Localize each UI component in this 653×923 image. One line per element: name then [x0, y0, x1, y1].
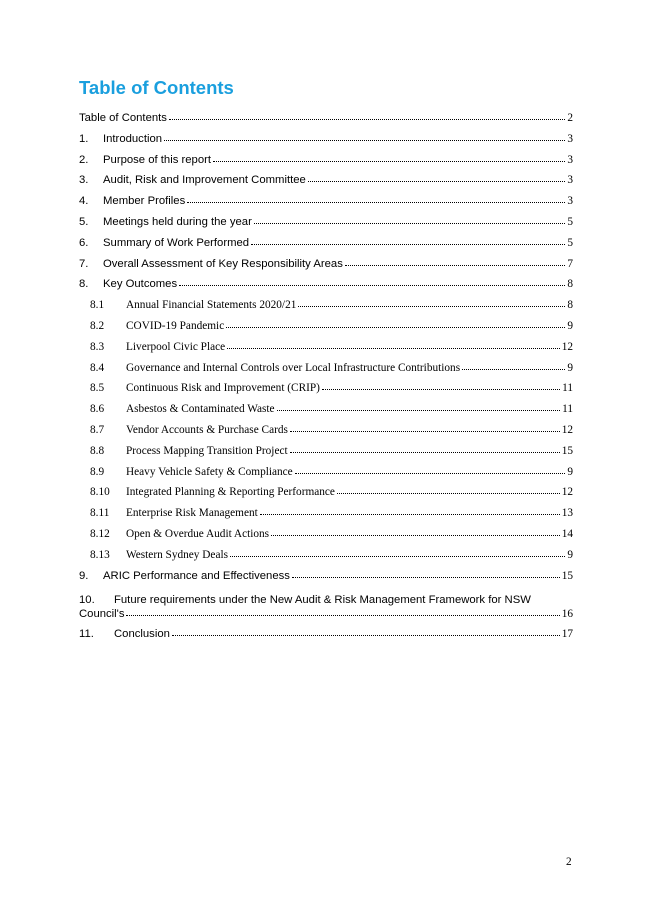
- toc-entry[interactable]: [79, 195, 573, 216]
- toc-entry-label: Conclusion: [114, 628, 170, 641]
- toc-entry[interactable]: [79, 570, 573, 591]
- toc-entry[interactable]: [79, 445, 573, 466]
- toc-entry-page: 14: [561, 527, 573, 540]
- toc-entry[interactable]: [79, 112, 573, 133]
- page-number: 2: [566, 856, 572, 868]
- toc-entry-number: 8.: [79, 278, 89, 291]
- toc-entry-label: Introduction: [103, 132, 163, 145]
- toc-entry-page: 3: [567, 174, 573, 187]
- toc-entry-label: Purpose of this report: [103, 153, 212, 166]
- toc-entry[interactable]: [79, 549, 573, 570]
- toc-entry[interactable]: [79, 466, 573, 487]
- toc-entry-number: 8.13: [90, 548, 110, 561]
- toc-entry-label: Member Profiles: [103, 195, 186, 208]
- toc-entry[interactable]: [79, 299, 573, 320]
- toc-dot-leader: [187, 201, 565, 203]
- toc-entry-number: 1.: [79, 132, 89, 145]
- toc-entry-page: 2: [567, 112, 573, 124]
- toc-entry-number: 3.: [79, 174, 89, 187]
- toc-dot-leader: [290, 451, 560, 453]
- toc-dot-leader: [295, 472, 566, 474]
- toc-entry[interactable]: [79, 382, 573, 403]
- toc-dot-leader: [227, 347, 560, 349]
- toc-entry-page: 11: [562, 403, 573, 416]
- toc-entry-page: 15: [561, 569, 573, 582]
- toc-dot-leader: [277, 409, 561, 411]
- toc-entry-number: 8.6: [90, 403, 105, 416]
- toc-entry-label: Process Mapping Transition Project: [126, 444, 288, 457]
- toc-entry-page: 12: [561, 486, 573, 499]
- toc-entry-number: 8.3: [90, 340, 105, 353]
- toc-entry-number: 8.12: [90, 527, 110, 540]
- toc-dot-leader: [290, 430, 560, 432]
- toc-entry-number: 9.: [79, 569, 89, 582]
- toc-entry-label: Western Sydney Deals: [126, 548, 228, 561]
- toc-entry[interactable]: [79, 174, 573, 195]
- toc-entry-page: 8: [567, 278, 573, 291]
- toc-entry-page: 12: [561, 423, 573, 436]
- toc-entry-page: 8: [567, 299, 573, 312]
- toc-dot-leader: [345, 264, 565, 266]
- toc-entry[interactable]: [79, 258, 573, 279]
- toc-dot-leader: [271, 534, 560, 536]
- toc-entry-label: Future requirements under the New Audit & Risk Management Framework for NSW: [114, 594, 531, 607]
- toc-entry-page: 11: [562, 382, 573, 395]
- toc-dot-leader: [308, 180, 566, 182]
- toc-entry[interactable]: [79, 320, 573, 341]
- toc-entry-number: 8.8: [90, 444, 105, 457]
- table-of-contents: [79, 112, 573, 649]
- toc-entry-page: 16: [561, 608, 573, 621]
- toc-entry[interactable]: [79, 341, 573, 362]
- toc-dot-leader: [169, 118, 565, 120]
- toc-entry-number: 8.2: [90, 319, 105, 332]
- toc-entry-label: Open & Overdue Audit Actions: [126, 527, 270, 540]
- toc-entry[interactable]: [79, 424, 573, 445]
- toc-entry-label: Annual Financial Statements 2020/21: [126, 299, 297, 312]
- toc-entry-number: 8.7: [90, 423, 105, 436]
- page-title: Table of Contents: [79, 77, 234, 98]
- toc-entry-10[interactable]: [79, 590, 573, 628]
- toc-entry-page: 9: [567, 319, 573, 332]
- toc-entry-number: 7.: [79, 257, 89, 270]
- toc-entry-number: 4.: [79, 195, 89, 208]
- toc-entry-page: 15: [561, 444, 573, 457]
- toc-entry-label: Asbestos & Contaminated Waste: [126, 403, 275, 416]
- toc-entry-label: Integrated Planning & Reporting Performance: [126, 486, 335, 499]
- toc-entry-label-continued: Council's: [79, 608, 125, 621]
- toc-dot-leader: [292, 576, 560, 578]
- toc-entry-number: 6.: [79, 236, 89, 249]
- toc-entry[interactable]: [79, 237, 573, 258]
- toc-entry-page: 17: [561, 628, 573, 641]
- toc-entry-number: 8.11: [90, 507, 110, 520]
- toc-dot-leader: [322, 388, 560, 390]
- toc-entry-page: 5: [567, 236, 573, 249]
- toc-entry-page: 9: [567, 465, 573, 478]
- toc-entry-number: 8.4: [90, 361, 105, 374]
- toc-entry-page: 9: [567, 361, 573, 374]
- toc-entry-number: 2.: [79, 153, 89, 166]
- toc-entry[interactable]: [79, 403, 573, 424]
- toc-entry-number: 8.5: [90, 382, 105, 395]
- toc-entry-11[interactable]: [79, 628, 573, 649]
- toc-entry-label: Overall Assessment of Key Responsibility Areas: [103, 257, 343, 270]
- toc-entry-page: 13: [561, 507, 573, 520]
- toc-entry-number: 11.: [79, 628, 94, 641]
- toc-entry-label: Meetings held during the year: [103, 215, 252, 228]
- toc-entry-page: 3: [567, 195, 573, 208]
- toc-entry-label: Liverpool Civic Place: [126, 340, 226, 353]
- toc-entry-page: 9: [567, 548, 573, 561]
- toc-entry[interactable]: [79, 507, 573, 528]
- toc-entry-number: 8.10: [90, 486, 110, 499]
- toc-entry-label: COVID-19 Pandemic: [126, 319, 225, 332]
- toc-dot-leader: [260, 513, 560, 515]
- toc-dot-leader: [226, 326, 565, 328]
- toc-entry-label: Summary of Work Performed: [103, 236, 250, 249]
- toc-dot-leader: [126, 614, 559, 616]
- toc-entry-label: Governance and Internal Controls over Local Infrastructure Contributions: [126, 361, 461, 374]
- toc-entry-page: 12: [561, 340, 573, 353]
- toc-entry[interactable]: [79, 154, 573, 175]
- toc-entry-page: 7: [567, 257, 573, 270]
- toc-entry-page: 3: [567, 132, 573, 145]
- toc-entry-label: Heavy Vehicle Safety & Compliance: [126, 465, 293, 478]
- toc-entry[interactable]: [79, 216, 573, 237]
- toc-entry-label: Vendor Accounts & Purchase Cards: [126, 423, 288, 436]
- toc-dot-leader: [230, 555, 565, 557]
- toc-entry-label: Table of Contents: [79, 112, 167, 124]
- toc-entry-number: 10.: [79, 594, 95, 607]
- toc-entry[interactable]: [79, 528, 573, 549]
- toc-dot-leader: [251, 243, 565, 245]
- toc-dot-leader: [254, 222, 566, 224]
- toc-entry-number: 8.9: [90, 465, 105, 478]
- toc-entry[interactable]: [79, 486, 573, 507]
- toc-dot-leader: [298, 305, 565, 307]
- toc-entry-label: ARIC Performance and Effectiveness: [103, 569, 290, 582]
- toc-entry-label: Audit, Risk and Improvement Committee: [103, 174, 306, 187]
- toc-entry[interactable]: [79, 133, 573, 154]
- toc-entry-label: Key Outcomes: [103, 278, 178, 291]
- toc-entry[interactable]: [79, 362, 573, 383]
- toc-entry-number: 5.: [79, 215, 89, 228]
- toc-dot-leader: [179, 284, 565, 286]
- toc-entry-number: 8.1: [90, 299, 105, 312]
- toc-dot-leader: [164, 139, 565, 141]
- toc-dot-leader: [213, 160, 565, 162]
- toc-dot-leader: [337, 492, 560, 494]
- toc-entry-page: 5: [567, 215, 573, 228]
- toc-entry-label: Enterprise Risk Management: [126, 507, 258, 520]
- toc-entry-page: 3: [567, 153, 573, 166]
- toc-dot-leader: [462, 368, 565, 370]
- toc-entry[interactable]: [79, 278, 573, 299]
- toc-dot-leader: [172, 634, 560, 636]
- toc-entry-label: Continuous Risk and Improvement (CRIP): [126, 382, 320, 395]
